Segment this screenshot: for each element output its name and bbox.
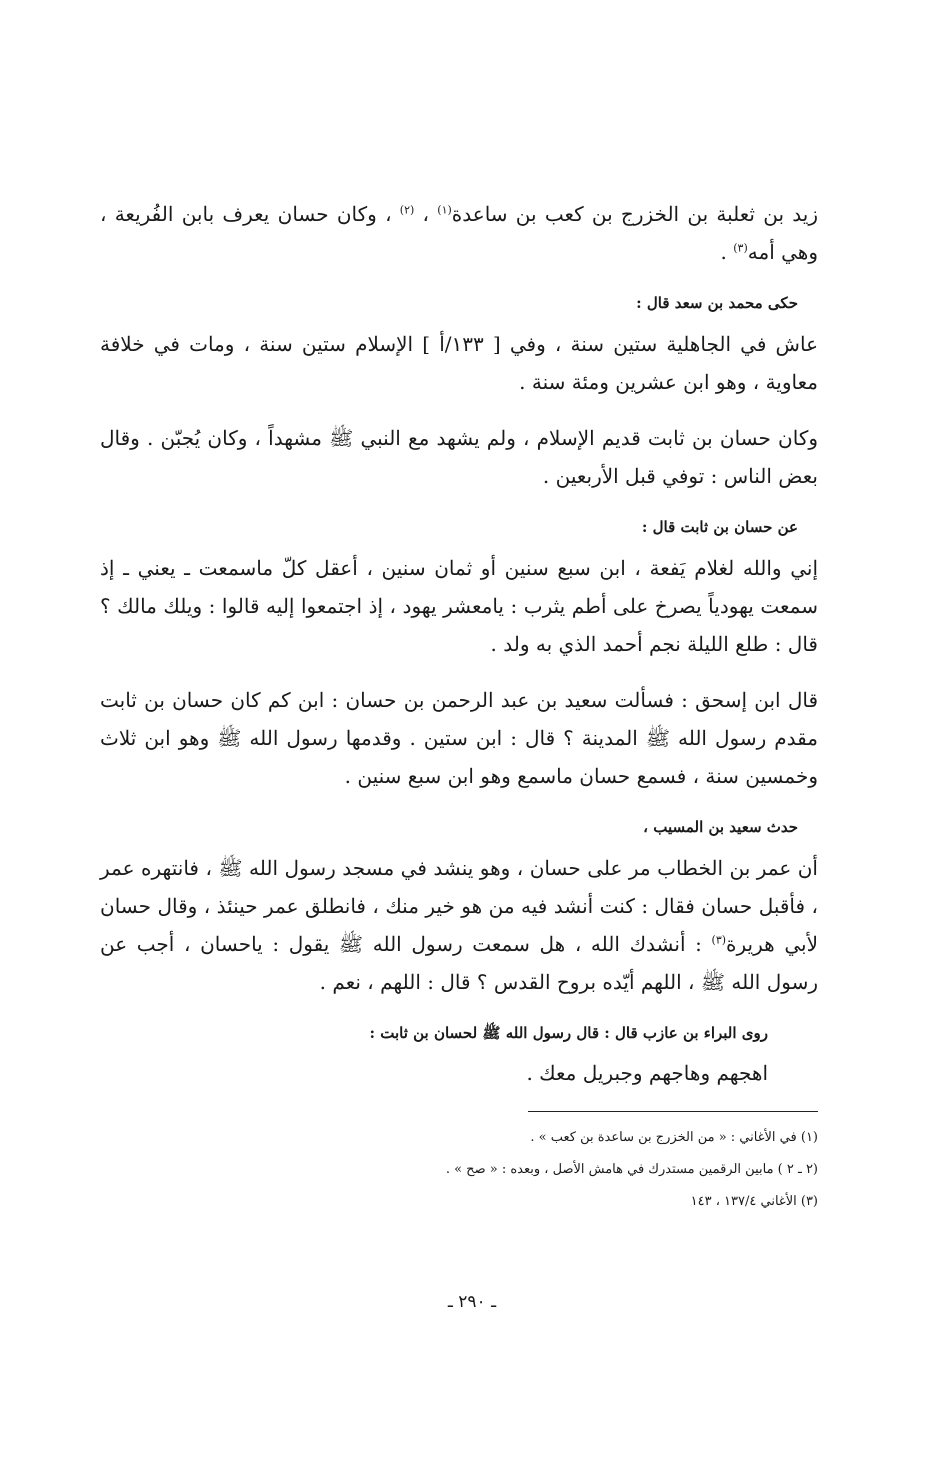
verse-line: اهجهم وهاجهم وجبريل معك . — [526, 1061, 768, 1085]
heading-baraa: روى البراء بن عازب قال : قال رسول الله ﷺ لحسان بن ثابت : — [369, 1024, 768, 1042]
intro-mid: ، — [422, 202, 438, 226]
paragraph-yathrib: إني والله لغلام يَفعة ، ابن سبع سنين أو ثمان سنين ، أعقل كلّ ماسمعت ـ يعني ـ إذ سمعت يهودياً يصرخ على أطم يثرب : يامعشر يهود ، إذ اجتمعوا إليه قالوا : ويلك مالك ؟ قال : طلع الليلة نجم أحمد الذي به ولد . — [100, 556, 818, 656]
paragraph-islam: وكان حسان بن ثابت قديم الإسلام ، ولم يشهد مع النبي ﷺ مشهداً ، وكان يُجبّن . وقال بعض الناس : توفي قبل الأربعين . — [100, 426, 818, 488]
heading-hassan: عن حسان بن ثابت قال : — [641, 518, 798, 536]
heading-ibn-saad: حكى محمد بن سعد قال : — [636, 294, 798, 312]
paragraph-ibn-ishaq: قال ابن إسحق : فسألت سعيد بن عبد الرحمن بن حسان : ابن كم كان حسان بن ثابت مقدم رسول الله ﷺ المدينة ؟ قال : ابن ستين . وقدمها رسول الله ﷺ وهو ابن ثلاث وخمسين سنة ، فسمع حسان ماسمع وهو ابن سبع سنين . — [100, 688, 818, 788]
page-number: ـ ٢٩٠ ـ — [447, 1292, 497, 1312]
footnote-ref-1: (١) — [437, 203, 452, 217]
footnote-2: (٢ ـ ٢ ) مابين الرقمين مستدرك في هامش الأصل ، وبعده : « صح » . — [445, 1162, 818, 1177]
intro-end: . — [720, 240, 734, 264]
footnote-ref-3b: (٣) — [711, 933, 727, 947]
footnote-1: (١) في الأغاني : « من الخزرج بن ساعدة بن كعب » . — [530, 1130, 818, 1145]
footnote-ref-3: (٣) — [733, 241, 748, 255]
intro-text: زيد بن ثعلبة بن الخزرج بن كعب بن ساعدة — [451, 202, 818, 226]
intro-rest: ، وكان حسان يعرف بابن الفُريعة ، وهي أمه — [100, 202, 818, 264]
umar-rest: : أنشدك الله ، هل سمعت رسول الله ﷺ يقول : ياحسان ، أجب عن رسول الله ﷺ ، اللهم أيّده بروح القدس ؟ قال : اللهم ، نعم . — [100, 932, 818, 994]
footnote-3: (٣) الأغاني ١٣٧/٤ ، ١٤٣ — [690, 1194, 818, 1209]
footnote-divider — [528, 1111, 818, 1112]
umar-text: أن عمر بن الخطاب مر على حسان ، وهو ينشد في مسجد رسول الله ﷺ ، فانتهره عمر ، فأقبل حسان فقال : كنت أنشد فيه من هو خير منك ، فانطلق عمر حينئذ ، وقال حسان لأبي هريرة — [100, 856, 818, 956]
footnote-ref-2: (٢) — [399, 203, 415, 217]
paragraph-umar — [100, 849, 818, 1001]
paragraph-lifespan: عاش في الجاهلية ستين سنة ، وفي [ ١٣٣/أ ] الإسلام ستين سنة ، ومات في خلافة معاوية ، وهو ابن عشرين ومئة سنة . — [100, 332, 818, 394]
intro-paragraph — [100, 195, 818, 271]
heading-musayyib: حدث سعيد بن المسيب ، — [643, 818, 798, 836]
page-body — [100, 195, 818, 1222]
